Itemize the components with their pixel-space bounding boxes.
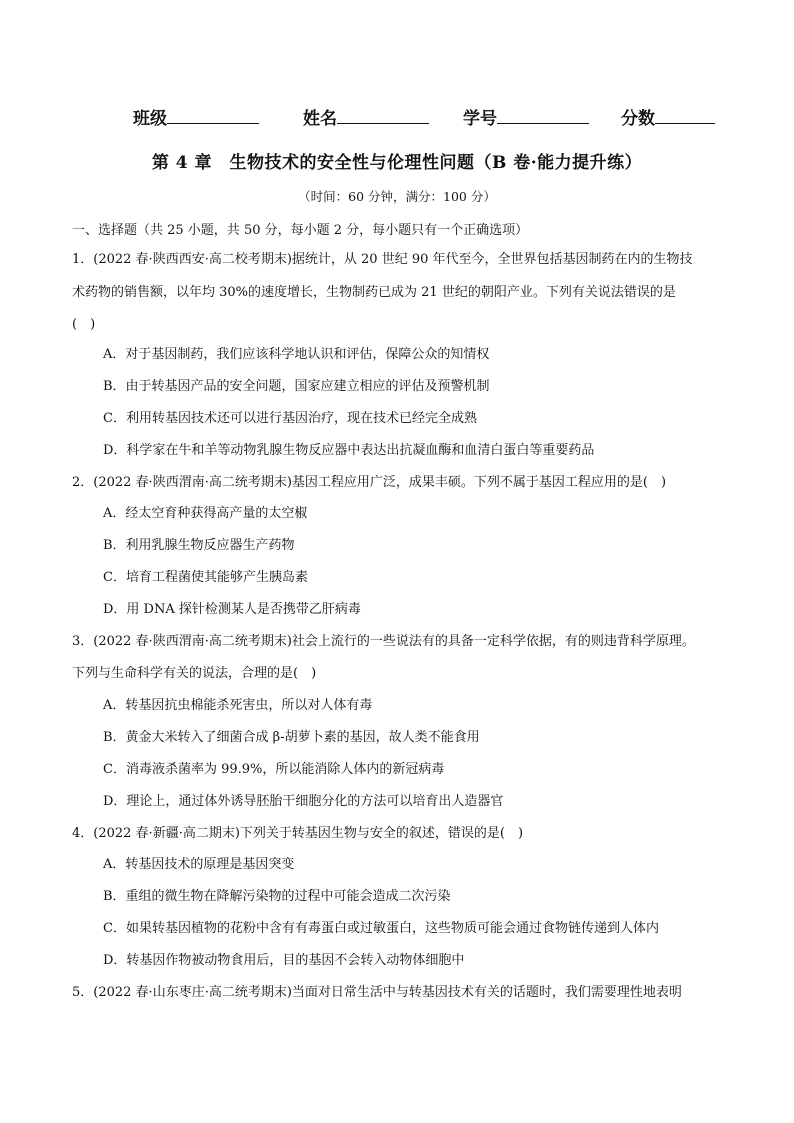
question-1-option-c[interactable]: C．利用转基因技术还可以进行基因治疗，现在技术已经完全成熟 <box>103 411 477 426</box>
exam-time-info: （时间：60 分钟，满分：100 分） <box>298 189 496 204</box>
question-1-option-a[interactable]: A．对于基因制药，我们应该科学地认识和评估，保障公众的知情权 <box>103 347 490 362</box>
name-field[interactable] <box>303 104 429 129</box>
question-1-answer-bracket: ( ) <box>72 317 96 332</box>
question-2-option-c[interactable]: C．培育工程菌使其能够产生胰岛素 <box>103 570 308 585</box>
student-id-label: 学号 <box>463 109 497 129</box>
question-1-stem-line-1: 1．(2022 春·陕西西安·高二校考期末)据统计，从 20 世纪 90 年代至今，全世界包括基因制药在内的生物技 <box>72 252 693 267</box>
question-2-option-d[interactable]: D．用 DNA 探针检测某人是否携带乙肝病毒 <box>103 602 361 617</box>
question-3-option-b[interactable]: B．黄金大米转入了细菌合成 β-胡萝卜素的基因，故人类不能食用 <box>103 730 480 745</box>
question-4-stem-line-1: 4．(2022 春·新疆·高二期末)下列关于转基因生物与安全的叙述，错误的是( ) <box>72 826 524 841</box>
class-label: 班级 <box>133 109 167 129</box>
question-1-option-b[interactable]: B．由于转基因产品的安全问题，国家应建立相应的评估及预警机制 <box>103 379 490 394</box>
question-3-option-a[interactable]: A．转基因抗虫棉能杀死害虫，所以对人体有毒 <box>103 698 373 713</box>
class-field[interactable] <box>133 104 259 129</box>
question-4-option-b[interactable]: B．重组的微生物在降解污染物的过程中可能会造成二次污染 <box>103 889 451 904</box>
question-5-stem-line-1: 5．(2022 春·山东枣庄·高二统考期末)当面对日常生活中与转基因技术有关的话题时，我们需要理性地表明 <box>72 985 682 1000</box>
question-2-stem-line-1: 2．(2022 春·陕西渭南·高二统考期末)基因工程应用广泛，成果丰硕。下列不属于基因工程应用的是( ) <box>72 475 667 490</box>
name-label: 姓名 <box>303 109 337 129</box>
name-blank[interactable] <box>337 105 429 124</box>
student-id-field[interactable] <box>463 104 589 129</box>
question-1-stem-line-2: 术药物的销售额，以年均 30%的速度增长，生物制药已成为 21 世纪的朝阳产业。下列有关说法错误的是 <box>72 285 676 300</box>
question-4-option-a[interactable]: A．转基因技术的原理是基因突变 <box>103 857 295 872</box>
question-4-option-c[interactable]: C．如果转基因植物的花粉中含有有毒蛋白或过敏蛋白，这些物质可能会通过食物链传递到人体内 <box>103 921 659 936</box>
question-3-stem-line-1: 3．(2022 春·陕西渭南·高二统考期末)社会上流行的一些说法有的具备一定科学依据，有的则违背科学原理。 <box>72 634 695 649</box>
score-field[interactable] <box>621 104 715 129</box>
chapter-title: 第 4 章 生物技术的安全性与伦理性问题（B 卷·能力提升练） <box>151 153 643 173</box>
score-label: 分数 <box>621 109 655 129</box>
question-3-stem-line-2: 下列与生命科学有关的说法，合理的是( ) <box>72 666 317 681</box>
question-3-option-c[interactable]: C．消毒液杀菌率为 99.9%，所以能消除人体内的新冠病毒 <box>103 762 445 777</box>
question-4-option-d[interactable]: D．转基因作物被动物食用后，目的基因不会转入动物体细胞中 <box>103 953 465 968</box>
section-heading: 一、选择题（共 25 小题，共 50 分，每小题 2 分，每小题只有一个正确选项） <box>72 223 529 238</box>
score-blank[interactable] <box>655 105 715 124</box>
student-info-row <box>133 104 733 130</box>
question-3-option-d[interactable]: D．理论上，通过体外诱导胚胎干细胞分化的方法可以培育出人造器官 <box>103 794 504 809</box>
class-blank[interactable] <box>167 105 259 124</box>
question-1-option-d[interactable]: D．科学家在牛和羊等动物乳腺生物反应器中表达出抗凝血酶和血清白蛋白等重要药品 <box>103 443 595 458</box>
student-id-blank[interactable] <box>497 105 589 124</box>
question-2-option-b[interactable]: B．利用乳腺生物反应器生产药物 <box>103 538 295 553</box>
question-2-option-a[interactable]: A．经太空育种获得高产量的太空椒 <box>103 506 308 521</box>
